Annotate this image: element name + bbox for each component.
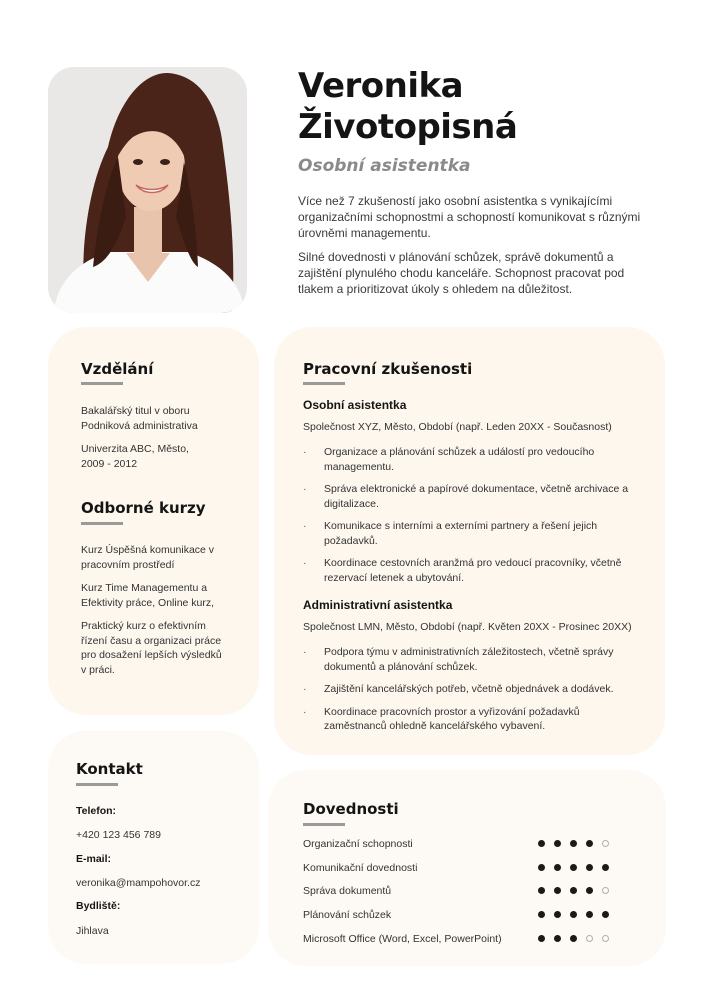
phone-label: Telefon: [76,805,117,817]
education-text [81,404,231,471]
course-item: Kurz Úspěšná komunikace v pracovním prostředí [81,544,215,571]
skill-row [303,933,613,947]
courses-rule [81,522,123,525]
email-value[interactable]: veronika@mampohovor.cz [76,877,201,889]
education-school: Univerzita ABC, Město, 2009 - 2012 [81,443,189,470]
rating-dot-filled [538,935,545,942]
job-meta: Společnost XYZ, Město, Období (např. Leden 20XX - Současnost) [303,421,612,433]
summary-paragraph: Více než 7 zkušeností jako osobní asistentka s vynikajícími organizačními schopnostmi a schopností komunikovat s různými úrovněmi managementu. [298,194,641,240]
email-label: E-mail: [76,853,112,865]
rating-dot-filled [554,911,561,918]
rating-dot-filled [570,840,577,847]
skill-name: Správa dokumentů [303,885,392,897]
job-bullet: · Koordinace pracovních prostor a vyřizování požadavků zaměstnanců ohledně kancelářského vybavení. [303,705,643,734]
course-item: Kurz Time Managementu a Efektivity práce, Online kurz, [81,582,215,609]
skill-row [303,862,613,876]
rating-dot-filled [602,864,609,871]
education-degree: Bakalářský titul v oboru Podniková administrativa [81,405,198,432]
phone-value[interactable]: +420 123 456 789 [76,829,161,841]
rating-dot-filled [570,911,577,918]
rating-dot-empty [586,935,593,942]
rating-dot-filled [554,840,561,847]
rating-dot-filled [570,864,577,871]
rating-dot-filled [586,887,593,894]
course-item: Praktický kurz o efektivním řízení času a organizaci práce pro dosažení lepších výsledků v práci. [81,620,222,676]
first-name: Veronika [298,66,464,106]
rating-dot-filled [570,935,577,942]
rating-dot-filled [538,911,545,918]
rating-dot-filled [554,935,561,942]
skill-row [303,885,613,899]
skill-rating [538,911,609,918]
job-bullet: · Správa elektronické a papírové dokumentace, včetně archivace a digitalizace. [303,482,643,511]
education-rule [81,382,123,385]
skill-rating [538,887,609,894]
rating-dot-filled [586,911,593,918]
address-label: Bydliště: [76,900,121,912]
job-bullet: · Podpora týmu v administrativních záležitostech, včetně správy dokumentů a plánování schůzek. [303,645,643,674]
skills-title: Dovednosti [303,800,399,818]
rating-dot-filled [538,864,545,871]
address-value: Jihlava [76,925,109,937]
rating-dot-filled [570,887,577,894]
skill-rating [538,840,609,847]
skill-name: Organizační schopnosti [303,838,413,850]
skill-name: Plánování schůzek [303,909,392,921]
skills-rule [303,823,345,826]
last-name: Životopisná [298,107,518,147]
job-bullet: · Koordinace cestovních aranžmá pro vedoucí pracovníky, včetně rezervací letenek a ubytování. [303,556,643,585]
rating-dot-empty [602,840,609,847]
job-bullet: · Komunikace s interními a externími partnery a řešení jejich požadavků. [303,519,643,548]
rating-dot-filled [538,840,545,847]
job-bullets [303,445,643,593]
job-title: Administrativní asistentka [303,598,453,612]
education-title: Vzdělání [81,360,154,378]
contact-title: Kontakt [76,760,143,778]
summary [298,193,658,297]
rating-dot-filled [538,887,545,894]
rating-dot-filled [554,864,561,871]
rating-dot-empty [602,935,609,942]
skill-row [303,838,613,852]
portrait-image [48,67,247,313]
work-title: Pracovní zkušenosti [303,360,473,378]
skill-name: Komunikační dovednosti [303,862,418,874]
courses-list [81,543,231,677]
skill-row [303,909,613,923]
profile-photo [48,67,247,313]
work-rule [303,382,345,385]
job-title: Osobní asistentka [303,398,407,412]
job-bullets [303,645,643,742]
rating-dot-empty [602,887,609,894]
rating-dot-filled [602,911,609,918]
rating-dot-filled [586,864,593,871]
job-role: Osobní asistentka [298,156,471,176]
skill-rating [538,864,609,871]
rating-dot-filled [586,840,593,847]
rating-dot-filled [554,887,561,894]
skill-name: Microsoft Office (Word, Excel, PowerPoint) [303,933,502,945]
job-bullet: · Organizace a plánování schůzek a událostí pro vedoucího managementu. [303,445,643,474]
skill-rating [538,935,609,942]
job-meta: Společnost LMN, Město, Období (např. Květen 20XX - Prosinec 20XX) [303,621,632,633]
job-bullet: · Zajištění kancelářských potřeb, včetně objednávek a dodávek. [303,682,643,697]
summary-paragraph: Silné dovednosti v plánování schůzek, správě dokumentů a zajištění plynulého chodu kanceláře. Schopnost pracovat pod tlakem a prioritizovat úkoly s ohledem na důležitost. [298,250,625,296]
contact-rule [76,783,118,786]
courses-title: Odborné kurzy [81,499,206,517]
header [298,66,658,297]
